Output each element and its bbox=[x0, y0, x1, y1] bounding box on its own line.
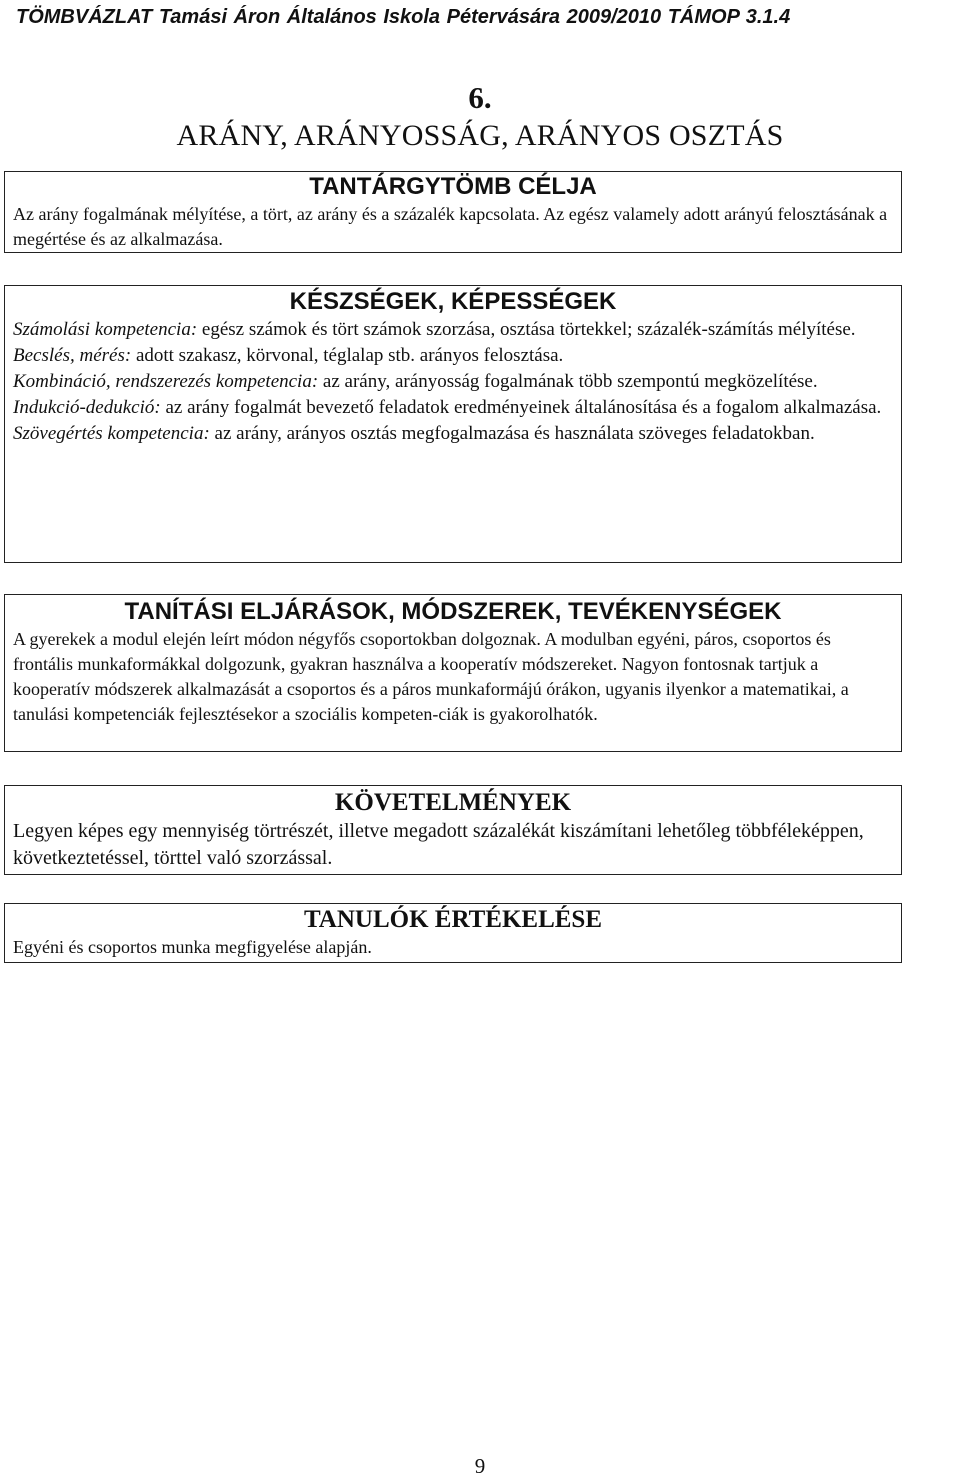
methods-box bbox=[4, 594, 902, 752]
skill-item bbox=[13, 369, 893, 395]
skill-item bbox=[13, 317, 893, 343]
page-number: 9 bbox=[474, 1454, 486, 1478]
skill-item bbox=[13, 421, 893, 447]
skill-lead: Számolási kompetencia: bbox=[13, 319, 198, 340]
requirements-text: Legyen képes egy mennyiség törtrészét, illetve megadott százalékát kiszámítani lehetőleg többféleképpen, következtetéssel, törttel való szorzással. bbox=[13, 820, 864, 869]
goal-box bbox=[4, 171, 902, 253]
skill-item bbox=[13, 343, 893, 369]
skill-text: az arány fogalmát bevezető feladatok eredményeinek általánosítása és a fogalom alkalmazása. bbox=[160, 397, 882, 418]
skills-box bbox=[4, 285, 902, 563]
skill-item bbox=[13, 395, 893, 421]
methods-text: A gyerekek a modul elején leírt módon négyfős csoportokban dolgoznak. A modulban egyéni, páros, csoportos és frontális munkaformákkal dolgozunk, gyakran használva a kooperatív módszereket. Nagyon fontosnak tartjuk a kooperatív módszerek alkalmazását a csoportos és a páros munkaformájú órákon, ugyanis ilyenkor a matematikai, a tanulási kompetenciák fejlesztésekor a szociális kompeten-ciák is gyakorolhatók. bbox=[13, 629, 849, 724]
requirements-title: KÖVETELMÉNYEK bbox=[334, 789, 572, 816]
skill-text: adott szakasz, körvonal, téglalap stb. arányos felosztása. bbox=[131, 345, 564, 366]
skill-text: az arány, arányos osztás megfogalmazása és használata szöveges feladatokban. bbox=[209, 423, 815, 444]
skill-lead: Kombináció, rendszerezés kompetencia: bbox=[13, 371, 319, 392]
goal-text: Az arány fogalmának mélyítése, a tört, az arány és a százalék kapcsolata. Az egész valamely adott arányú felosztásának a megértése és az alkalmazása. bbox=[13, 204, 888, 249]
evaluation-box bbox=[4, 903, 902, 963]
chapter-number: 6. bbox=[468, 80, 492, 115]
methods-title: TANÍTÁSI ELJÁRÁSOK, MÓDSZEREK, TEVÉKENYSÉGEK bbox=[124, 598, 782, 625]
skill-text: az arány, arányosság fogalmának több szempontú megközelítése. bbox=[318, 371, 818, 392]
skill-lead: Indukció-dedukció: bbox=[13, 397, 161, 418]
goal-title: TANTÁRGYTÖMB CÉLJA bbox=[309, 173, 597, 200]
requirements-box bbox=[4, 785, 902, 875]
skill-text: egész számok és tört számok szorzása, osztása törtekkel; százalék-számítás mélyítése. bbox=[197, 319, 856, 340]
evaluation-title: TANULÓK ÉRTÉKELÉSE bbox=[303, 906, 603, 933]
chapter-title: ARÁNY, ARÁNYOSSÁG, ARÁNYOS OSZTÁS bbox=[176, 119, 784, 152]
skills-title: KÉSZSÉGEK, KÉPESSÉGEK bbox=[289, 288, 617, 315]
skill-lead: Becslés, mérés: bbox=[13, 345, 132, 366]
evaluation-text: Egyéni és csoportos munka megfigyelése alapján. bbox=[13, 937, 372, 957]
skill-lead: Szövegértés kompetencia: bbox=[13, 423, 210, 444]
running-header: TÖMBVÁZLAT Tamási Áron Általános Iskola Pétervására 2009/2010 TÁMOP 3.1.4 bbox=[16, 6, 791, 28]
